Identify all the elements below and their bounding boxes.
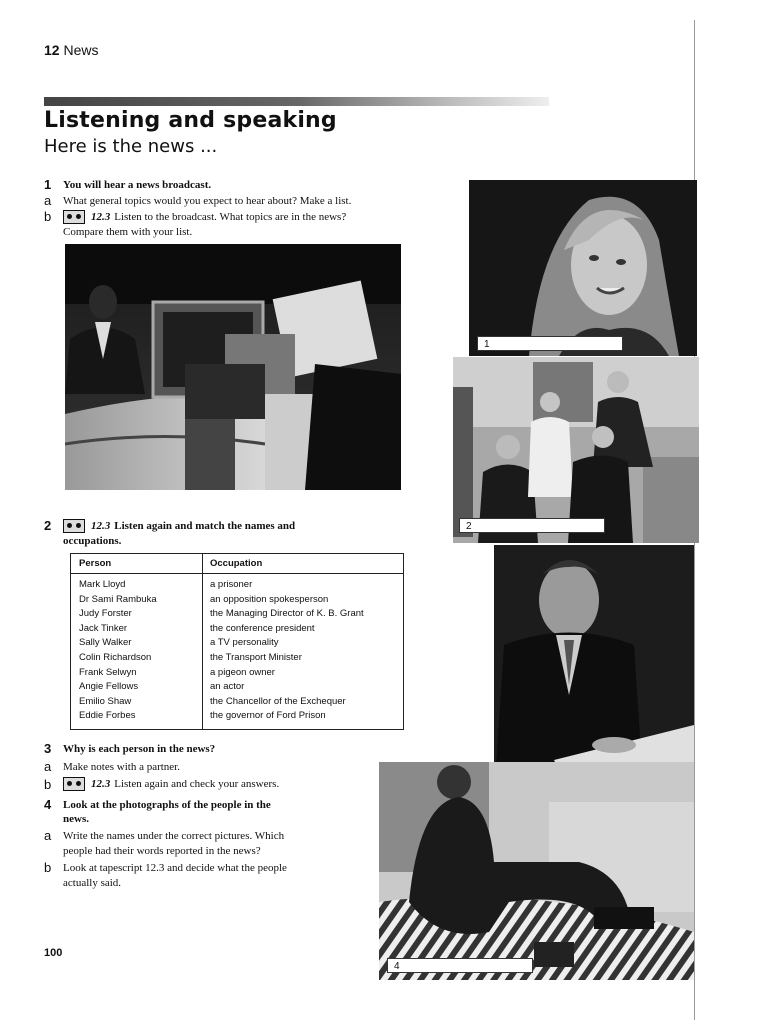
exercise-1b-line <box>63 210 346 225</box>
exercise-2-instruction: Listen again and match the names and <box>114 520 296 532</box>
occupation-cell: a TV personality <box>210 637 279 649</box>
exercise-1a-letter: a <box>44 193 52 208</box>
exercise-3a-letter: a <box>44 759 52 774</box>
person-cell: Eddie Forbes <box>79 710 136 722</box>
cassette-icon <box>63 519 85 533</box>
exercise-1b-letter: b <box>44 209 52 224</box>
exercise-4a-text-cont: people had their words reported in the news? <box>63 845 261 857</box>
exercise-1b-text: Listen to the broadcast. What topics are in the news? <box>114 211 347 223</box>
occupation-cell: a pigeon owner <box>210 666 275 678</box>
table-header-person: Person <box>71 554 202 574</box>
occupation-cell: an actor <box>210 681 245 693</box>
person-cell: Mark Lloyd <box>79 579 126 590</box>
occupation-cell: the conference president <box>210 622 315 634</box>
unit-title: News <box>63 42 99 58</box>
names-occupations-table <box>70 553 404 730</box>
exercise-4b-text: Look at tapescript 12.3 and decide what the people <box>63 862 287 874</box>
exercise-3-number: 3 <box>44 741 52 756</box>
person-cell: Sally Walker <box>79 637 132 649</box>
exercise-4-instruction-cont: news. <box>63 813 89 825</box>
person-cell: Dr Sami Rambuka <box>79 593 157 605</box>
occupation-cell: the governor of Ford Prison <box>210 710 326 722</box>
exercise-2-instruction-cont: occupations. <box>63 535 122 547</box>
section-title: Listening and speaking <box>44 108 337 133</box>
occupation-cell: the Transport Minister <box>210 651 302 663</box>
exercise-4a-letter: a <box>44 828 52 843</box>
person-cell: Jack Tinker <box>79 622 128 634</box>
exercise-2-line <box>63 519 295 534</box>
exercise-4a-text: Write the names under the correct pictures. Which <box>63 830 285 842</box>
exercise-3b-line <box>63 777 279 792</box>
exercise-3-instruction: Why is each person in the news? <box>63 743 216 755</box>
exercise-2-number: 2 <box>44 518 52 533</box>
photo-1-label: 1 <box>477 336 623 351</box>
photo-2 <box>453 357 699 543</box>
table-header-occupation: Occupation <box>202 554 403 574</box>
cassette-icon <box>63 210 85 224</box>
exercise-3a-text: Make notes with a partner. <box>63 761 180 773</box>
person-cell: Emilio Shaw <box>79 695 132 707</box>
person-cell: Colin Richardson <box>79 651 152 663</box>
man-on-bed-image <box>379 762 694 980</box>
news-studio-image <box>65 244 401 490</box>
exercise-1-number: 1 <box>44 177 52 192</box>
occupation-cell: the Chancellor of the Exchequer <box>210 695 346 707</box>
exercise-1a-text: What general topics would you expect to hear about? Make a list. <box>63 195 352 207</box>
photo-4-label: 4 <box>387 958 533 973</box>
person-cell: Frank Selwyn <box>79 666 137 678</box>
unit-number: 12 <box>44 42 60 58</box>
group-photo-image <box>453 357 699 543</box>
photo-2-label: 2 <box>459 518 605 533</box>
exercise-1b-text-cont: Compare them with your list. <box>63 226 193 238</box>
exercise-3b-letter: b <box>44 777 52 792</box>
exercise-4b-text-cont: actually said. <box>63 877 122 889</box>
track-number: 12.3 <box>91 211 111 223</box>
person-cell: Angie Fellows <box>79 681 139 693</box>
table-column-divider <box>202 554 203 729</box>
photo-1 <box>469 180 697 356</box>
photo-3 <box>494 545 694 797</box>
exercise-4b-letter: b <box>44 860 52 875</box>
exercise-4-instruction: Look at the photographs of the people in the <box>63 799 271 811</box>
track-number: 12.3 <box>91 778 111 790</box>
cassette-icon <box>63 777 85 791</box>
exercise-3b-text: Listen again and check your answers. <box>114 778 280 790</box>
occupation-cell: the Managing Director of K. B. Grant <box>210 608 364 620</box>
person-column <box>79 578 157 724</box>
unit-header <box>44 42 98 58</box>
news-studio-photo <box>65 244 401 490</box>
man-at-desk-image <box>494 545 694 797</box>
occupation-column <box>210 578 364 724</box>
woman-portrait-image <box>469 180 697 356</box>
photo-4 <box>379 762 694 980</box>
exercise-1-instruction: You will hear a news broadcast. <box>63 179 212 191</box>
occupation-cell: a prisoner <box>210 579 253 590</box>
section-subtitle: Here is the news ... <box>44 136 218 157</box>
exercise-4-number: 4 <box>44 797 52 812</box>
track-number: 12.3 <box>91 520 111 532</box>
page-number: 100 <box>44 947 63 959</box>
header-bar <box>44 97 549 106</box>
person-cell: Judy Forster <box>79 608 132 620</box>
occupation-cell: an opposition spokesperson <box>210 593 329 605</box>
